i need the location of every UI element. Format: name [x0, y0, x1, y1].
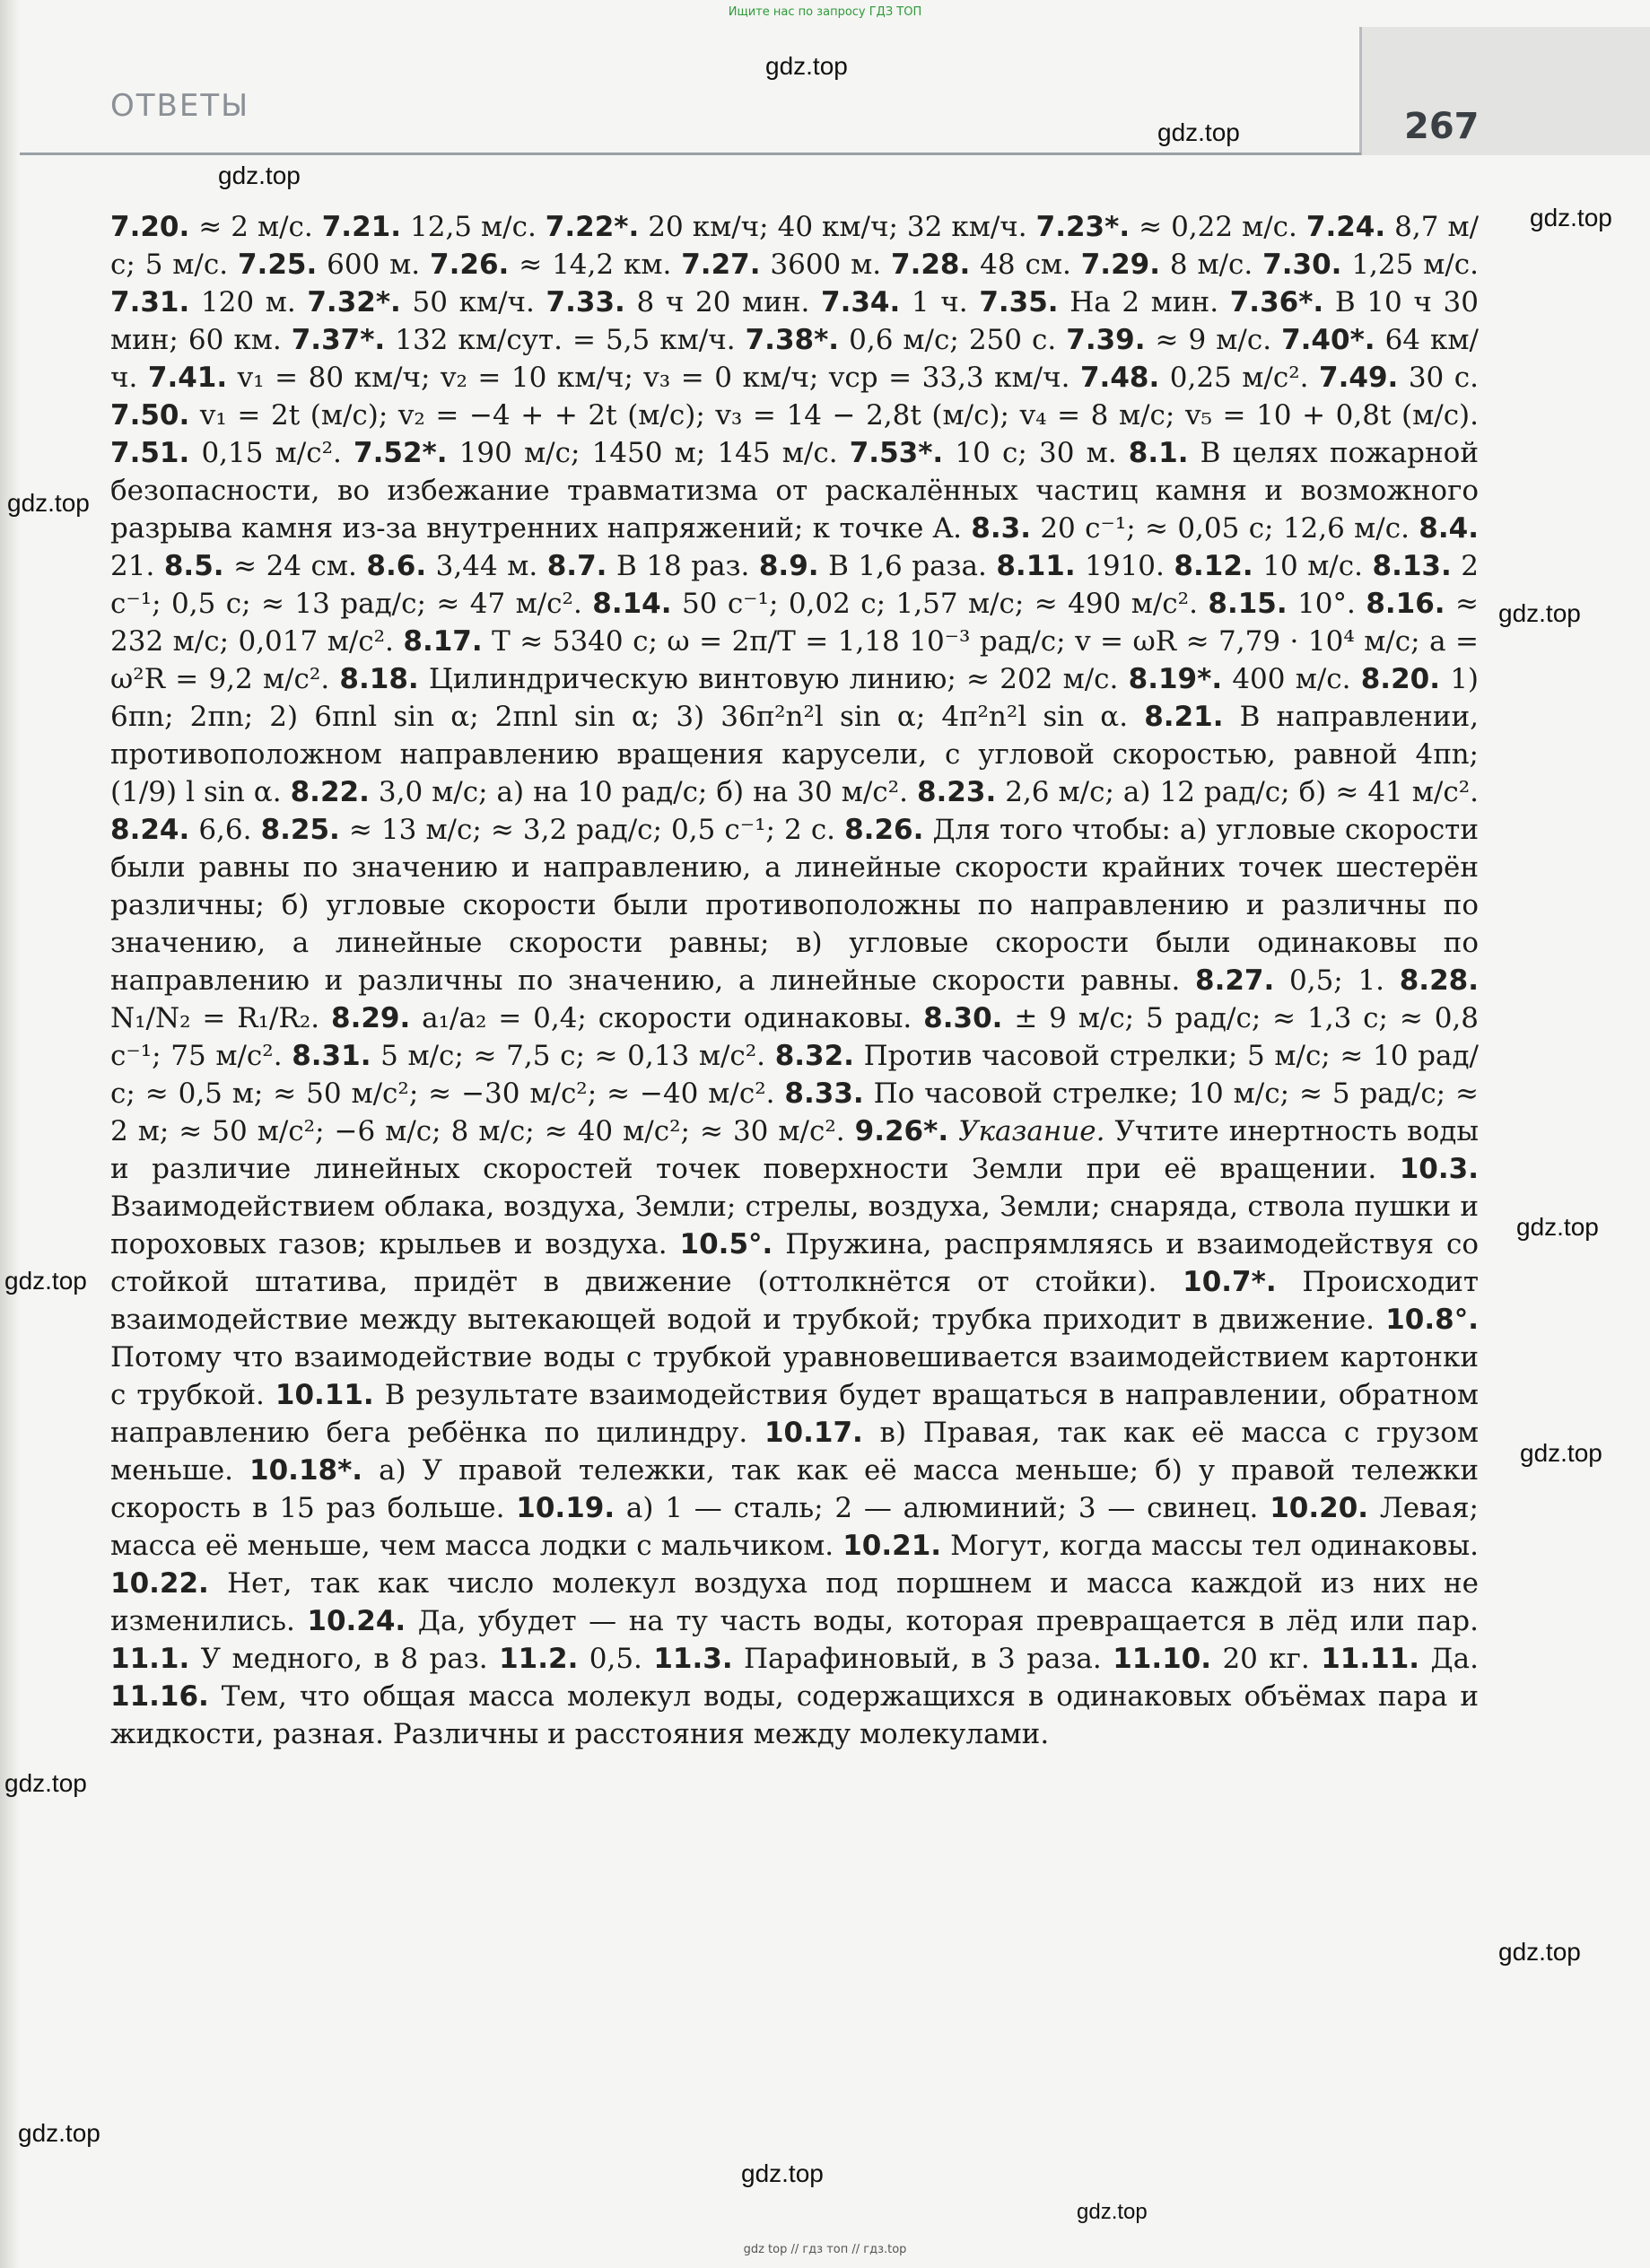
answer-number: 10.19. [516, 1492, 615, 1524]
answer-number: 7.32*. [307, 286, 401, 318]
answer-text: 8 м/с. [1160, 249, 1263, 281]
answer-number: 7.33. [546, 286, 625, 318]
answer-number: 10.20. [1270, 1492, 1369, 1524]
answer-text: ≈ 14,2 км. [509, 249, 682, 281]
answer-text: 0,25 м/с². [1159, 362, 1320, 394]
answer-number: 8.9. [758, 550, 819, 582]
answer-text: По часовой стрелке; 10 м/с; ≈ 5 рад/с; ≈ 2 м; ≈ 50 м/с²; −6 м/с; 8 м/с; ≈ 40 м/с²; ≈ 30 м/с². [110, 1077, 1480, 1147]
answer-number: 8.6. [366, 550, 427, 582]
answer-number: 7.39. [1066, 324, 1146, 356]
answer-number: 8.3. [971, 512, 1031, 545]
answer-text: 0,5; 1. [1274, 964, 1400, 997]
answer-number: 8.24. [110, 814, 190, 846]
answer-number: 7.52*. [354, 437, 448, 469]
answer-number: 10.18*. [249, 1454, 363, 1487]
watermark: gdz.top [741, 2159, 824, 2187]
answer-text: 190 м/с; 1450 м; 145 м/с. [447, 437, 850, 469]
answer-text: В результате взаимодействия будет вращаться в направлении, обратном направлению бега ребёнка по цилиндру. [110, 1379, 1479, 1449]
watermark: gdz.top [4, 1267, 87, 1295]
answer-number: 8.27. [1195, 964, 1275, 997]
watermark: gdz.top [1498, 1938, 1581, 1966]
answer-number: 8.12. [1174, 550, 1253, 582]
answer-text: 1,25 м/с. [1341, 249, 1480, 281]
answer-number: 7.38*. [745, 324, 840, 356]
answer-number: 7.29. [1080, 249, 1160, 281]
answer-number: 7.50. [110, 399, 190, 432]
answer-number: 8.17. [403, 625, 483, 658]
answer-number: 8.19*. [1128, 663, 1223, 695]
answer-text: 0,5. [578, 1643, 654, 1675]
answer-number: 8.16. [1366, 588, 1445, 620]
answer-text: 132 км/сут. = 5,5 км/ч. [385, 324, 746, 356]
answer-text: a₁/a₂ = 0,4; скорости одинаковы. [410, 1002, 924, 1034]
watermark: gdz.top [765, 52, 848, 80]
answer-number: 8.25. [260, 814, 340, 846]
top-banner: Ищите нас по запросу ГДЗ ТОП [728, 5, 922, 19]
answer-text: 5 м/с; ≈ 7,5 с; ≈ 0,13 м/с². [371, 1040, 775, 1072]
answer-text: 21. [110, 550, 164, 582]
answer-number: 7.20. [110, 211, 190, 243]
answer-text: В целях пожарной безопасности, во избежание травматизма от раскалённых частиц камня и возможного разрыва камня из-за внутренних напряжений; к точке A. [110, 437, 1479, 545]
answer-text: 50 с⁻¹; 0,02 с; 1,57 м/с; ≈ 490 м/с². [671, 588, 1209, 620]
answer-number: 7.21. [321, 211, 401, 243]
answer-number: 7.24. [1305, 211, 1386, 243]
answer-text: 600 м. [317, 249, 431, 281]
answer-text: 20 км/ч; 40 км/ч; 32 км/ч. [639, 211, 1036, 243]
answers-text [110, 208, 1479, 1753]
answer-text: 20 с⁻¹; ≈ 0,05 с; 12,6 м/с. [1030, 512, 1419, 545]
answer-number: 8.29. [331, 1002, 411, 1034]
answer-number: 7.28. [891, 249, 971, 281]
answer-number: 8.28. [1399, 964, 1479, 997]
answer-text: 8,7 м/с; 5 м/с. [110, 211, 1480, 281]
answer-text: 2 с⁻¹; 0,5 с; ≈ 13 рад/с; ≈ 47 м/с². [110, 550, 1480, 620]
answer-number: 7.51. [110, 437, 190, 469]
answer-text: 64 км/ч. [110, 324, 1479, 394]
answer-text: ≈ 13 м/с; ≈ 3,2 рад/с; 0,5 с⁻¹; 2 с. [339, 814, 845, 846]
answer-text: 1 ч. [900, 286, 980, 318]
answer-text: 50 км/ч. [400, 286, 546, 318]
answer-text: Могут, когда массы тел одинаковы. [941, 1530, 1480, 1562]
answer-text: 10 м/с. [1253, 550, 1373, 582]
answer-hint-label: Указание. [948, 1115, 1105, 1147]
answer-number: 8.18. [339, 663, 419, 695]
answer-text: 12,5 м/с. [401, 211, 546, 243]
answer-number: 8.21. [1144, 701, 1224, 733]
answer-text: Взаимодействием облака, воздуха, Земли; стрелы, воздуха, Земли; снаряда, ствола пушки и пороховых газов; крыльев и воздуха. [110, 1191, 1479, 1260]
answer-number: 8.22. [290, 776, 370, 808]
answer-text: 120 м. [189, 286, 308, 318]
answer-number: 8.31. [292, 1040, 371, 1072]
answer-number: 7.34. [821, 286, 901, 318]
answer-text: 30 с. [1398, 362, 1480, 394]
answer-number: 7.37*. [291, 324, 386, 356]
answer-text: ± 9 м/с; 5 рад/с; ≈ 1,3 с; ≈ 0,8 с⁻¹; 75 м/с². [110, 1002, 1480, 1072]
answer-text: Тем, что общая масса молекул воды, содержащихся в одинаковых объёмах пара и жидкости, разная. Различны и расстояния между молекулами. [110, 1680, 1479, 1750]
watermark: gdz.top [1520, 1439, 1602, 1467]
answer-text: 1910. [1075, 550, 1174, 582]
header-divider [20, 153, 1361, 155]
answer-number: 8.32. [774, 1040, 854, 1072]
answer-number: 8.15. [1208, 588, 1288, 620]
answer-number: 7.40*. [1281, 324, 1375, 356]
answer-number: 7.22*. [545, 211, 640, 243]
answer-text: а) У правой тележки, так как её масса меньше; б) у правой тележки скорость в 15 раз больше. [110, 1454, 1480, 1524]
answer-number: 8.7. [546, 550, 607, 582]
answer-number: 10.3. [1399, 1153, 1479, 1185]
answer-text: Да. [1419, 1643, 1480, 1675]
page-number: 267 [1404, 106, 1480, 147]
answer-text: ≈ 232 м/с; 0,017 м/с². [110, 588, 1479, 658]
answer-text: 6,6. [189, 814, 261, 846]
answer-number: 7.23*. [1035, 211, 1131, 243]
answer-text: Да, убудет — на ту часть воды, которая превращается в лёд или пар. [406, 1605, 1480, 1637]
answer-number: 8.13. [1372, 550, 1452, 582]
answer-number: 7.35. [979, 286, 1059, 318]
answer-number: 11.16. [110, 1680, 209, 1713]
answer-text: 1) 6πn; 2πn; 2) 6πnl sin α; 2πnl sin α; 3) 36π²n²l sin α; 4π²n²l sin α. [110, 663, 1480, 733]
answer-text: 3,44 м. [426, 550, 547, 582]
page-binding-shadow [0, 0, 20, 2268]
answer-number: 7.36*. [1229, 286, 1324, 318]
answer-number: 8.20. [1360, 663, 1440, 695]
bottom-banner: gdz top // гдз топ // гдз.top [743, 2243, 907, 2256]
watermark: gdz.top [1157, 118, 1240, 146]
page-number-tab [1359, 27, 1650, 155]
answer-number: 8.26. [844, 814, 924, 846]
answer-number: 8.14. [592, 588, 672, 620]
answer-text: Потому что взаимодействие воды с трубкой уравновешивается взаимодействием картонки с трубкой. [110, 1341, 1479, 1411]
answer-text: Происходит взаимодействие между вытекающей водой и трубкой; трубка приходит в движение. [110, 1266, 1479, 1336]
answer-text: На 2 мин. [1058, 286, 1230, 318]
answer-text: v₁ = 80 км/ч; v₂ = 10 км/ч; v₃ = 0 км/ч; vср = 33,3 км/ч. [227, 362, 1080, 394]
answer-number: 10.11. [275, 1379, 374, 1411]
answer-text: 2,6 м/с; а) 12 рад/с; б) ≈ 41 м/с². [996, 776, 1479, 808]
answer-number: 8.33. [784, 1077, 864, 1110]
answer-text: в) Правая, так как её масса с грузом меньше. [110, 1417, 1479, 1487]
answer-text: 400 м/с. [1222, 663, 1361, 695]
answer-text: Против часовой стрелки; 5 м/с; ≈ 10 рад/с; ≈ 0,5 м; ≈ 50 м/с²; ≈ −30 м/с²; ≈ −40 м/с². [110, 1040, 1479, 1110]
answer-text: Нет, так как число молекул воздуха под поршнем и масса каждой из них не изменились. [110, 1567, 1479, 1637]
answer-number: 8.5. [163, 550, 224, 582]
answer-number: 7.26. [430, 249, 510, 281]
answer-text: В 10 ч 30 мин; 60 км. [110, 286, 1479, 356]
watermark: gdz.top [218, 161, 301, 189]
answer-number: 11.10. [1113, 1643, 1212, 1675]
answer-text: а) 1 — сталь; 2 — алюминий; 3 — свинец. [615, 1492, 1270, 1524]
answer-number: 8.1. [1128, 437, 1189, 469]
answer-number: 7.53*. [849, 437, 944, 469]
answer-number: 8.30. [923, 1002, 1003, 1034]
answer-text: 10 с; 30 м. [943, 437, 1129, 469]
answer-text: ≈ 9 м/с. [1145, 324, 1282, 356]
answer-text: 10°. [1287, 588, 1366, 620]
watermark: gdz.top [1530, 204, 1612, 231]
answer-text: 48 см. [970, 249, 1081, 281]
answer-text: N₁/N₂ = R₁/R₂. [110, 1002, 331, 1034]
answer-number: 8.11. [996, 550, 1076, 582]
answer-number: 10.24. [307, 1605, 406, 1637]
watermark: gdz.top [7, 489, 90, 517]
answer-text: T ≈ 5340 с; ω = 2π/T = 1,18 10⁻³ рад/с; v = ωR ≈ 7,79 · 10⁴ м/с; a = ω²R = 9,2 м/с². [110, 625, 1479, 695]
answer-number: 10.5°. [679, 1228, 773, 1260]
answer-text: Пружина, распрямляясь и взаимодействуя со стойкой штатива, придёт в движение (оттолкнётся от стойки). [110, 1228, 1479, 1298]
answer-number: 8.4. [1419, 512, 1479, 545]
answer-text: 0,15 м/с². [189, 437, 354, 469]
answer-number: 7.27. [681, 249, 761, 281]
answer-text: Учтите инертность воды и различие линейных скоростей точек поверхности Земли при её вращении. [110, 1115, 1479, 1185]
answer-text: В 18 раз. [607, 550, 759, 582]
answer-number: 7.41. [147, 362, 228, 394]
answer-number: 8.23. [916, 776, 997, 808]
answer-text: 8 ч 20 мин. [624, 286, 822, 318]
answer-text: Левая; масса её меньше, чем масса лодки с мальчиком. [110, 1492, 1479, 1562]
answer-number: 7.48. [1079, 362, 1160, 394]
answer-number: 11.3. [653, 1643, 733, 1675]
watermark: gdz.top [1516, 1213, 1599, 1241]
answer-number: 11.11. [1321, 1643, 1420, 1675]
answer-text: Для того чтобы: а) угловые скорости были равны по значению и направлению, а линейные скорости крайних точек шестерён различны; б) угловые скорости были противоположны по направлению и различны по значению, а линейные скорости равны; в) угловые скорости были одинаковы по направлению и различны по значению, а линейные скорости равны. [110, 814, 1479, 997]
answer-number: 10.22. [110, 1567, 209, 1600]
answer-text: В направлении, противоположном направлению вращения карусели, с угловой скоростью, равной 4πn; (1/9) l sin α. [110, 701, 1479, 808]
answer-number: 7.30. [1262, 249, 1342, 281]
answer-text: ≈ 24 см. [223, 550, 367, 582]
answer-number: 10.21. [842, 1530, 942, 1562]
answer-number: 7.31. [110, 286, 190, 318]
answer-number: 10.7*. [1183, 1266, 1277, 1298]
answer-text: 3,0 м/с; а) на 10 рад/с; б) на 30 м/с². [369, 776, 917, 808]
answer-text: 3600 м. [760, 249, 892, 281]
answer-text: 0,6 м/с; 250 с. [839, 324, 1067, 356]
answer-number: 11.2. [499, 1643, 579, 1675]
answer-text: ≈ 2 м/с. [189, 211, 322, 243]
answer-number: 9.26*. [854, 1115, 949, 1147]
answer-text: Парафиновый, в 3 раза. [732, 1643, 1113, 1675]
answer-number: 7.25. [237, 249, 318, 281]
answer-text: Цилиндрическую винтовую линию; ≈ 202 м/с. [418, 663, 1129, 695]
answer-text: v₁ = 2t (м/с); v₂ = −4 + + 2t (м/с); v₃ = 14 − 2,8t (м/с); v₄ = 8 м/с; v₅ = 10 + 0,8t (м/с). [189, 399, 1479, 432]
answer-number: 11.1. [110, 1643, 190, 1675]
watermark: gdz.top [1498, 599, 1581, 627]
answer-text: ≈ 0,22 м/с. [1130, 211, 1306, 243]
watermark: gdz.top [1077, 2200, 1148, 2224]
answer-number: 10.17. [764, 1417, 863, 1449]
answer-text: У медного, в 8 раз. [189, 1643, 500, 1675]
answer-text: В 1,6 раза. [818, 550, 997, 582]
answer-text: 20 кг. [1211, 1643, 1322, 1675]
page-title: ОТВЕТЫ [110, 88, 250, 124]
answer-number: 10.8°. [1385, 1304, 1479, 1336]
watermark: gdz.top [18, 2119, 100, 2147]
watermark: gdz.top [4, 1769, 87, 1797]
answer-number: 7.49. [1319, 362, 1399, 394]
